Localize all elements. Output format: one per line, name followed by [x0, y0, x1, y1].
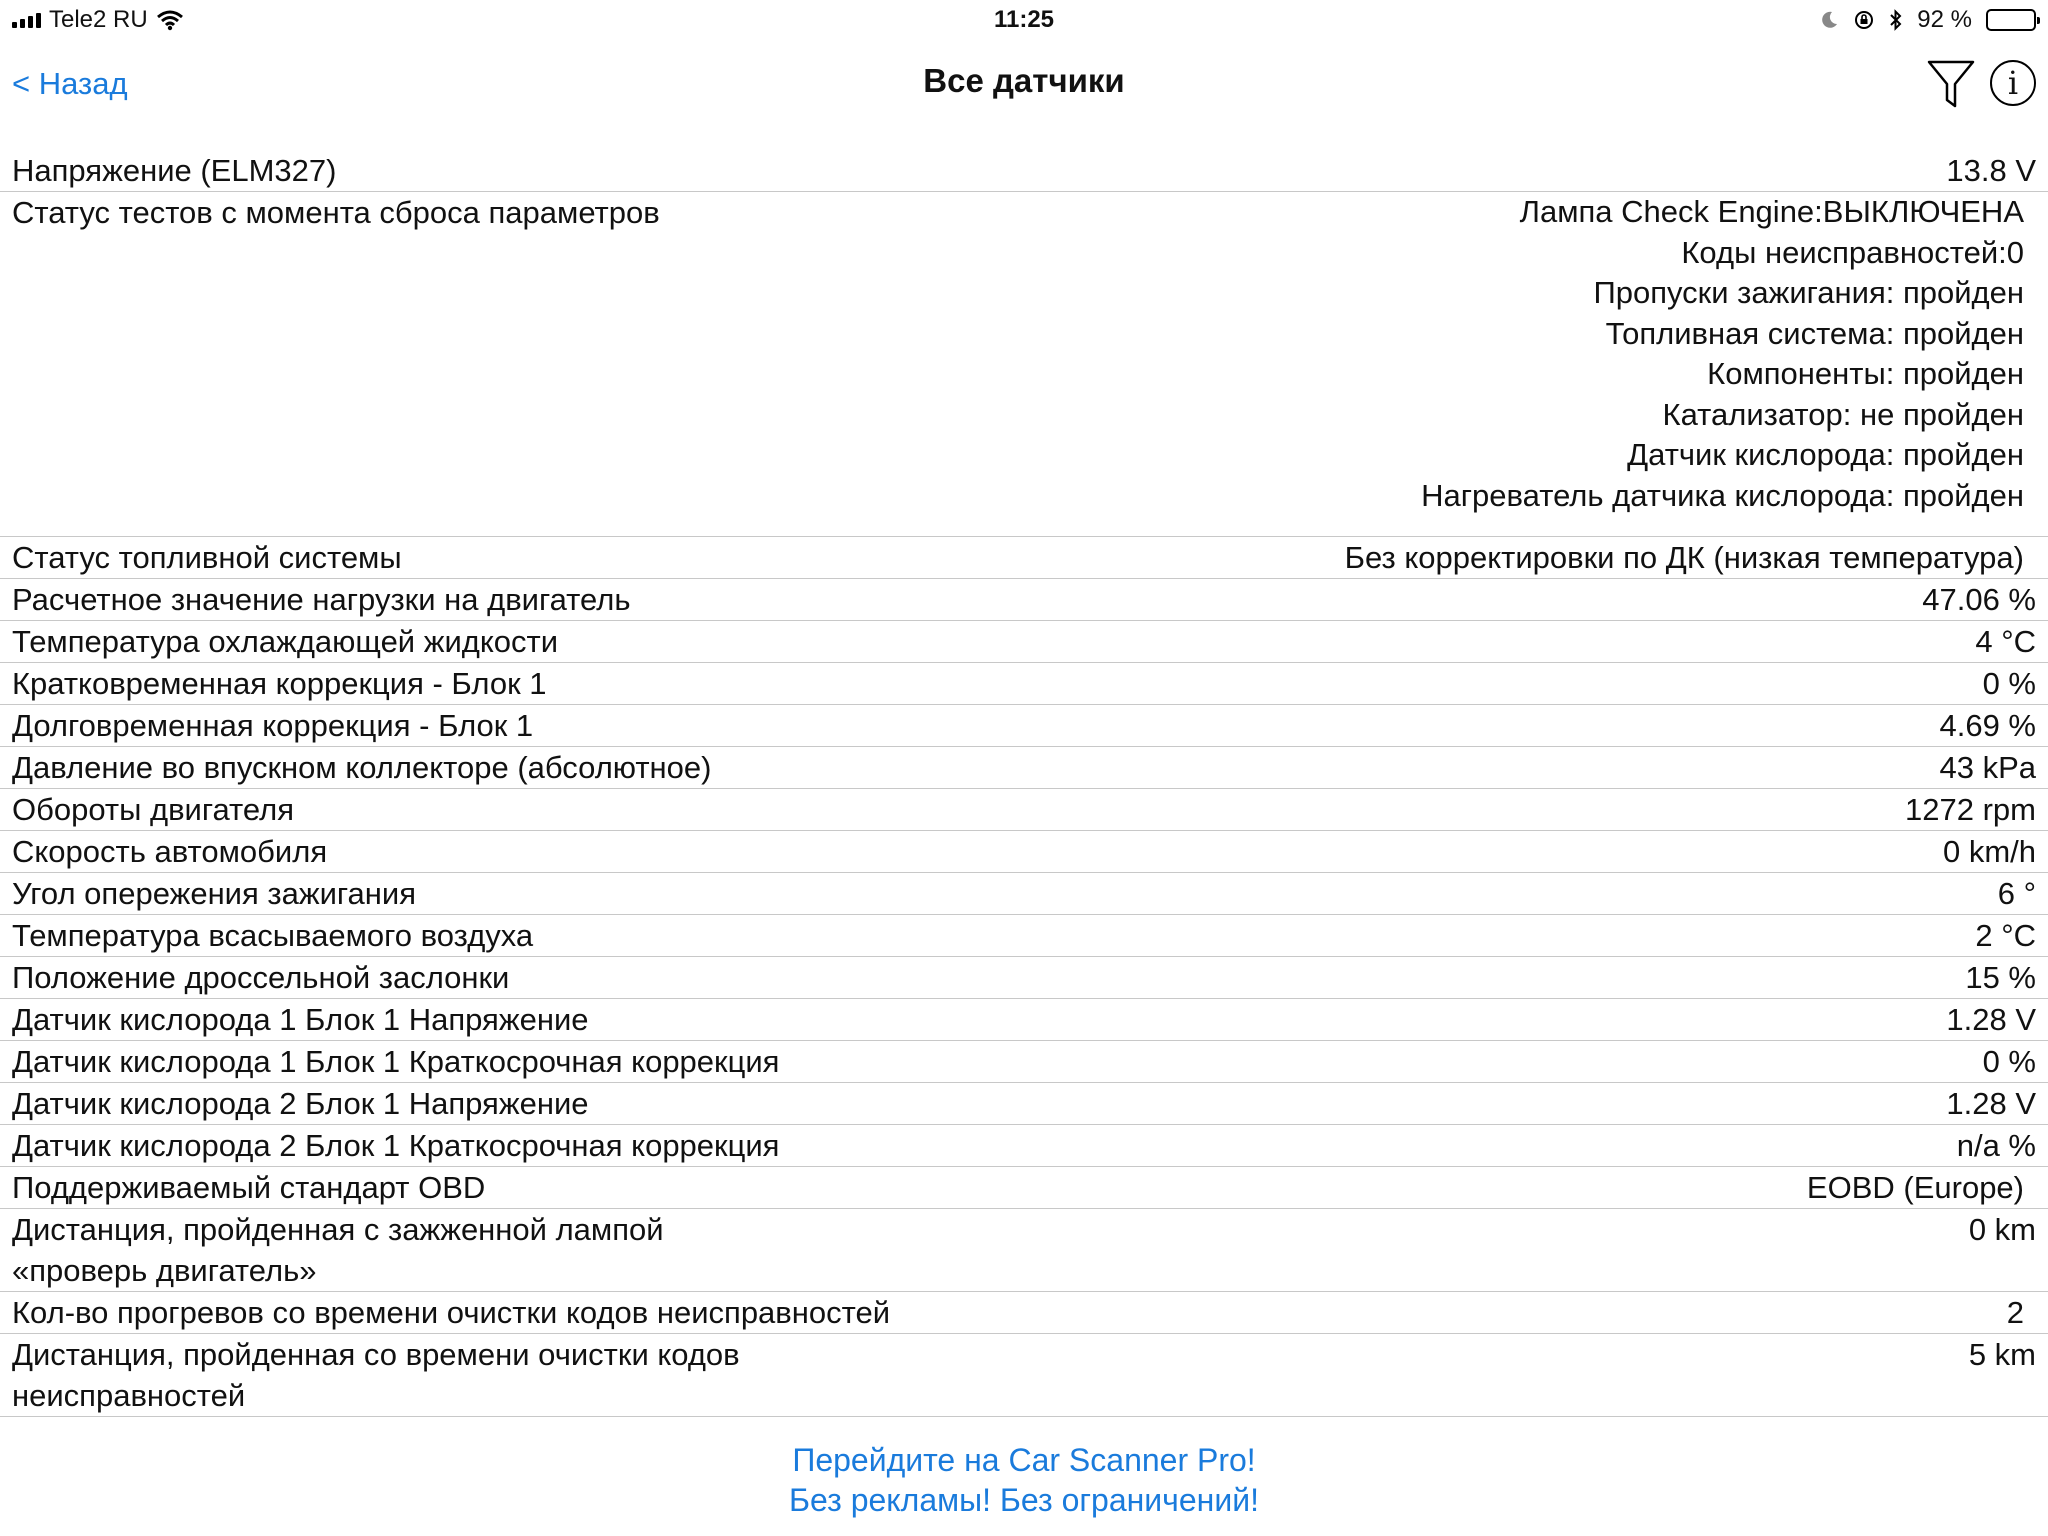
- sensor-label: Температура всасываемого воздуха: [12, 918, 534, 953]
- sensor-value: 15 %: [1965, 960, 2036, 995]
- sensor-value: EOBD (Europe): [1806, 1170, 2024, 1205]
- clock: 11:25: [993, 6, 1055, 33]
- sensor-row: [0, 957, 2048, 999]
- sensor-label: Статус тестов с момента сброса параметров: [12, 195, 660, 230]
- promo-line[interactable]: Перейдите на Car Scanner Pro!: [792, 1442, 1256, 1478]
- sensor-value: 13.8 V: [1946, 153, 2036, 188]
- sensor-row: [0, 1334, 2048, 1417]
- sensor-label: Угол опережения зажигания: [12, 876, 416, 911]
- sensor-value: Без корректировки по ДК (низкая температура): [1344, 540, 2024, 575]
- sensor-row: [0, 150, 2048, 192]
- back-button[interactable]: < Назад: [12, 66, 128, 101]
- battery-icon: [1986, 9, 2036, 31]
- sensor-label: Датчик кислорода 2 Блок 1 Краткосрочная коррекция: [12, 1128, 780, 1163]
- sensor-label: Датчик кислорода 1 Блок 1 Напряжение: [12, 1002, 589, 1037]
- test-status-line: Лампа Check Engine:ВЫКЛЮЧЕНА: [1519, 194, 2024, 229]
- sensor-row: [0, 999, 2048, 1041]
- navigation-bar: [0, 40, 2048, 130]
- sensor-row: [0, 1041, 2048, 1083]
- sensor-label: Напряжение (ELM327): [12, 153, 337, 188]
- page-title: Все датчики: [923, 62, 1125, 99]
- sensor-label: Скорость автомобиля: [12, 834, 328, 869]
- sensor-row: [0, 705, 2048, 747]
- sensor-row: [0, 1209, 2048, 1292]
- sensor-row: [0, 747, 2048, 789]
- sensor-label: Поддерживаемый стандарт OBD: [12, 1170, 486, 1205]
- sensor-value: 0 km/h: [1942, 834, 2036, 869]
- sensor-row: [0, 663, 2048, 705]
- sensor-value: n/a %: [1956, 1128, 2036, 1163]
- sensor-value: 6 °: [1997, 876, 2036, 911]
- filter-icon[interactable]: [1926, 56, 1976, 112]
- sensor-value: 0 km: [1968, 1212, 2036, 1247]
- sensor-label: Датчик кислорода 1 Блок 1 Краткосрочная коррекция: [12, 1044, 780, 1079]
- sensor-value: 2 °C: [1975, 918, 2036, 953]
- sensor-label: Кол-во прогревов со времени очистки кодов неисправностей: [12, 1295, 891, 1330]
- sensor-value-lines: [1421, 192, 2036, 516]
- sensor-row: [0, 831, 2048, 873]
- test-status-line: Датчик кислорода: пройден: [1627, 437, 2024, 472]
- sensor-row: [0, 1167, 2048, 1209]
- test-status-line: Компоненты: пройден: [1707, 356, 2024, 391]
- status-right-group: [1819, 6, 2036, 34]
- sensor-label: Датчик кислорода 2 Блок 1 Напряжение: [12, 1086, 589, 1121]
- sensor-label: Долговременная коррекция - Блок 1: [12, 708, 534, 743]
- sensor-value: 5 km: [1968, 1337, 2036, 1372]
- sensor-label: Положение дроссельной заслонки: [12, 960, 510, 995]
- carrier-name: Tele2 RU: [49, 6, 148, 33]
- sensor-value: 4.69 %: [1939, 708, 2036, 743]
- test-status-line: Коды неисправностей:0: [1681, 234, 2024, 270]
- battery-percent: 92 %: [1917, 6, 1972, 33]
- sensor-value: 47.06 %: [1922, 582, 2036, 617]
- sensor-label: Кратковременная коррекция - Блок 1: [12, 666, 547, 701]
- status-bar: [0, 0, 2048, 40]
- sensor-label: Расчетное значение нагрузки на двигатель: [12, 582, 631, 617]
- sensor-label: Статус топливной системы: [12, 540, 402, 575]
- rotation-lock-icon: [1853, 9, 1875, 31]
- sensor-row: [0, 915, 2048, 957]
- sensor-value: 1.28 V: [1946, 1086, 2036, 1121]
- sensor-row: [0, 621, 2048, 663]
- test-status-line: Нагреватель датчика кислорода: пройден: [1421, 477, 2024, 513]
- info-icon[interactable]: i: [1990, 60, 2036, 106]
- sensor-row: [0, 1292, 2048, 1334]
- moon-icon: [1819, 10, 1839, 30]
- sensor-value: 0 %: [1982, 1044, 2036, 1079]
- sensor-value: 2: [2006, 1295, 2024, 1330]
- sensor-label: Давление во впускном коллекторе (абсолютное): [12, 750, 712, 785]
- promo-line[interactable]: Без рекламы! Без ограничений!: [789, 1482, 1259, 1518]
- sensor-row: [0, 192, 2048, 537]
- sensor-list[interactable]: [0, 150, 2048, 1422]
- sensor-value: 4 °C: [1975, 624, 2036, 659]
- test-status-line: Топливная система: пройден: [1605, 315, 2024, 351]
- test-status-line: Пропуски зажигания: пройден: [1593, 275, 2024, 310]
- sensor-label: Обороты двигателя: [12, 792, 294, 827]
- bluetooth-icon: [1889, 9, 1903, 31]
- sensor-value: 1.28 V: [1946, 1002, 2036, 1037]
- test-status-line: Катализатор: не пройден: [1662, 396, 2024, 432]
- promo-banner[interactable]: [0, 1440, 2048, 1520]
- sensor-label: Дистанция, пройденная со времени очистки кодов неисправностей: [12, 1337, 740, 1413]
- sensor-label: Дистанция, пройденная с зажженной лампой «проверь двигатель»: [12, 1212, 664, 1288]
- sensor-row: [0, 537, 2048, 579]
- sensor-row: [0, 579, 2048, 621]
- sensor-row: [0, 1083, 2048, 1125]
- sensor-row: [0, 789, 2048, 831]
- sensor-row: [0, 873, 2048, 915]
- sensor-value: 43 kPa: [1939, 750, 2036, 785]
- sensor-row: [0, 1125, 2048, 1167]
- sensor-value: 1272 rpm: [1905, 792, 2036, 827]
- sensor-value: 0 %: [1982, 666, 2036, 701]
- sensor-label: Температура охлаждающей жидкости: [12, 624, 559, 659]
